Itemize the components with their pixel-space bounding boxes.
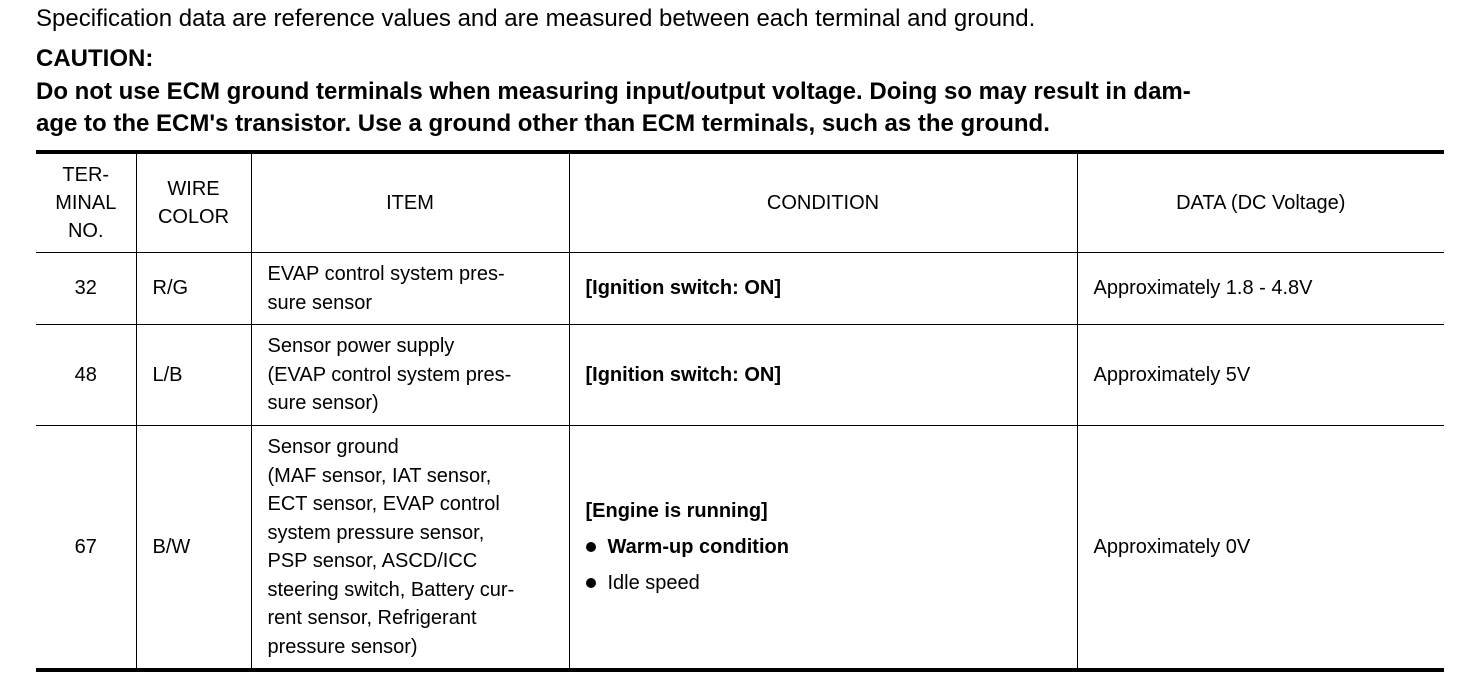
caution-title: CAUTION: — [36, 45, 154, 72]
header-condition: CONDITION — [569, 152, 1077, 253]
caution-line: Do not use ECM ground terminals when measuring input/output voltage. Doing so may result in dam- — [36, 78, 1191, 105]
wire-color-cell: B/W — [136, 426, 251, 671]
data-cell: Approximately 1.8 - 4.8V — [1077, 253, 1444, 325]
bullet-dot-icon — [586, 578, 596, 588]
condition-cell — [569, 426, 1077, 671]
data-cell: Approximately 0V — [1077, 426, 1444, 671]
table-header-row — [36, 152, 1444, 253]
header-item: ITEM — [251, 152, 569, 253]
caution-line: age to the ECM's transistor. Use a ground other than ECM terminals, such as the ground. — [36, 110, 1050, 137]
condition-main: [Engine is running] — [585, 500, 768, 522]
wire-color-cell: R/G — [136, 253, 251, 325]
table-row — [36, 253, 1444, 325]
item-cell: Sensor ground (MAF sensor, IAT sensor, ECT sensor, EVAP control system pressure sensor, PSP sensor, ASCD/ICC steering switch, Battery cur- rent sensor, Refrigerant pressure sensor) — [251, 426, 569, 671]
caution-text — [36, 76, 1446, 140]
terminal-no-cell: 67 — [36, 426, 136, 671]
table-row — [36, 426, 1444, 671]
header-data: DATA (DC Voltage) — [1077, 152, 1444, 253]
intro-text: Specification data are reference values and are measured between each terminal and ground. — [36, 5, 1036, 32]
item-cell: Sensor power supply (EVAP control system pres- sure sensor) — [251, 325, 569, 426]
header-terminal-no: TER- MINAL NO. — [36, 152, 136, 253]
condition-cell: [Ignition switch: ON] — [569, 325, 1077, 426]
table-row — [36, 325, 1444, 426]
condition-cell: [Ignition switch: ON] — [569, 253, 1077, 325]
condition-bullet: Idle speed — [586, 569, 1077, 597]
terminal-spec-table — [36, 150, 1444, 672]
bullet-dot-icon — [586, 542, 596, 552]
data-cell: Approximately 5V — [1077, 325, 1444, 426]
condition-bullet: Warm-up condition — [586, 533, 1077, 561]
wire-color-cell: L/B — [136, 325, 251, 426]
item-cell: EVAP control system pres- sure sensor — [251, 253, 569, 325]
terminal-no-cell: 48 — [36, 325, 136, 426]
header-wire-color: WIRE COLOR — [136, 152, 251, 253]
terminal-no-cell: 32 — [36, 253, 136, 325]
